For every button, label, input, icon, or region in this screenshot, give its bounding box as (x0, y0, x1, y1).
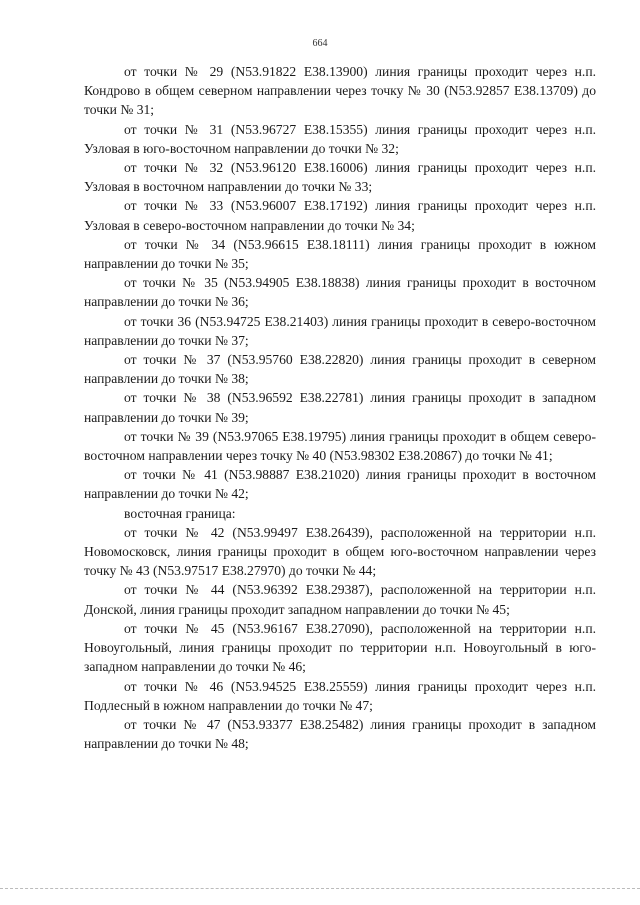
page-number: 664 (312, 38, 328, 49)
paragraph-point-41: от точки № 41 (N53.98887 E38.21020) линия границы проходит в восточном направлении до точки № 42; (84, 467, 596, 502)
paragraph-point-46: от точки № 46 (N53.94525 E38.25559) линия границы проходит через н.п. Подлесный в южном направлении до точки № 47; (84, 678, 596, 713)
document-body (84, 62, 596, 753)
section-heading-east-border: восточная граница: (124, 505, 236, 521)
paragraph-point-36: от точки 36 (N53.94725 E38.21403) линия границы проходит в северо-восточном направлении до точки № 37; (84, 313, 596, 348)
paragraph-point-37: от точки № 37 (N53.95760 E38.22820) линия границы проходит в северном направлении до точки № 38; (84, 352, 596, 387)
footer-divider (0, 888, 640, 889)
paragraph-point-44: от точки № 44 (N53.96392 E38.29387), расположенной на территории н.п. Донской, линия границы проходит западном направлении до точки № 45; (84, 582, 596, 617)
paragraph-point-39: от точки № 39 (N53.97065 E38.19795) линия границы проходит в общем северо-восточном направлении через точку № 40 (N53.98302 E38.20867) до точки № 41; (84, 428, 596, 464)
paragraph-point-38: от точки № 38 (N53.96592 E38.22781) линия границы проходит в западном направлении до точки № 39; (84, 390, 596, 425)
paragraph-point-31: от точки № 31 (N53.96727 E38.15355) линия границы проходит через н.п. Узловая в юго-восточном направлении до точки № 32; (84, 121, 596, 156)
paragraph-point-42: от точки № 42 (N53.99497 E38.26439), расположенной на территории н.п. Новомосковск, линия границы проходит в общем юго-восточном направлении через точку № 43 (N53.97517 E38.27970) до точки № 44; (84, 524, 596, 579)
paragraph-point-45: от точки № 45 (N53.96167 E38.27090), расположенной на территории н.п. Новоугольный, линия границы проходит по территории н.п. Новоугольный в юго-западном направлении до точки № 46; (84, 620, 596, 675)
paragraph-point-34: от точки № 34 (N53.96615 E38.18111) линия границы проходит в южном направлении до точки № 35; (84, 236, 596, 272)
paragraph-point-47: от точки № 47 (N53.93377 E38.25482) линия границы проходит в западном направлении до точки № 48; (84, 716, 596, 752)
paragraph-point-32: от точки № 32 (N53.96120 E38.16006) линия границы проходит через н.п. Узловая в восточном направлении до точки № 33; (84, 160, 596, 195)
paragraph-point-33: от точки № 33 (N53.96007 E38.17192) линия границы проходит через н.п. Узловая в северо-восточном направлении до точки № 34; (84, 198, 596, 233)
paragraph-point-35: от точки № 35 (N53.94905 E38.18838) линия границы проходит в восточном направлении до точки № 36; (84, 275, 596, 310)
paragraph-point-29: от точки № 29 (N53.91822 E38.13900) линия границы проходит через н.п. Кондрово в общем северном направлении через точку № 30 (N53.92857 E38.13709) до точки № 31; (84, 64, 596, 118)
